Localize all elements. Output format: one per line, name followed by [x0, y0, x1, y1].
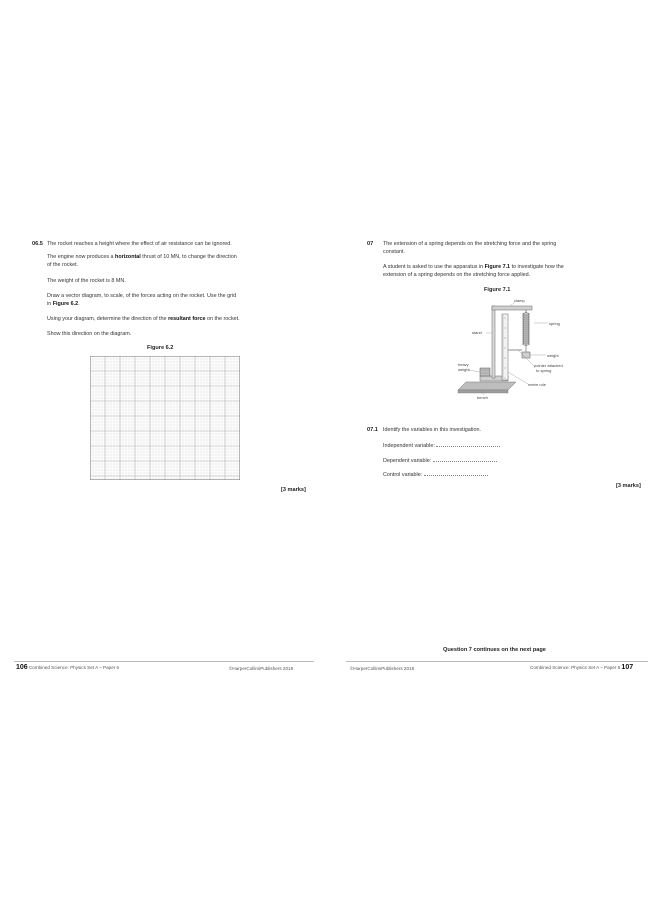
figure-title: Figure 7.1: [484, 287, 511, 293]
footer-left: [16, 664, 119, 671]
question-text-line: The weight of the rocket is 8 MN.: [47, 278, 126, 284]
label-spring: spring: [549, 321, 560, 326]
label-heavy-weight: weight: [458, 367, 470, 372]
question-text-line: of the rocket.: [47, 262, 79, 268]
footer-copyright: ©HarperCollinsPublishers 2018: [229, 666, 294, 671]
clamp: [492, 306, 532, 310]
answer-blank[interactable]: [436, 441, 500, 447]
right-page: [330, 0, 660, 904]
question-number: 07: [367, 241, 374, 247]
footer-title: Combined Science: Physics Set A – Paper 6: [530, 665, 621, 670]
question-text-line: A student is asked to use the apparatus in Figure 7.1 to investigate how the: [383, 264, 564, 270]
footer-right: [530, 664, 633, 671]
bench: [458, 382, 516, 390]
question-text-line: The extension of a spring depends on the stretching force and the spring: [383, 241, 557, 247]
answer-line-independent[interactable]: Independent variable:: [383, 441, 500, 450]
answer-blank[interactable]: [424, 470, 488, 476]
heavy-weight: [480, 368, 490, 376]
label-pointer: pointer attached: [534, 363, 563, 368]
question-text-line: extension of a spring depends on the stretching force applied.: [383, 272, 531, 278]
question-text-line: The rocket reaches a height where the effect of air resistance can be ignored.: [47, 241, 232, 247]
question-number: 06.5: [32, 241, 43, 247]
footer-copyright: ©HarperCollinsPublishers 2018: [350, 666, 415, 671]
page-number: 106: [16, 664, 28, 671]
question-text-line: constant.: [383, 249, 405, 255]
answer-line-dependent[interactable]: Dependent variable:: [383, 456, 497, 465]
question-text-line: Draw a vector diagram, to scale, of the forces acting on the rocket. Use the grid: [47, 293, 237, 299]
figure-title: Figure 6.2: [147, 345, 174, 351]
marks-label: [3 marks]: [281, 487, 306, 493]
page-number: 107: [621, 664, 634, 671]
question-text-line: Show this direction on the diagram.: [47, 331, 132, 337]
question-text-line: The engine now produces a horizontal thrust of 10 MN, to change the direction: [47, 254, 237, 260]
stand-rod: [492, 306, 495, 378]
graph-grid[interactable]: [90, 356, 240, 480]
label-clamp: clamp: [514, 298, 525, 303]
question-text-line: in Figure 6.2.: [47, 301, 80, 307]
label-bench: bench: [477, 395, 488, 400]
question-text-line: Using your diagram, determine the direction of the resultant force on the rocket.: [47, 316, 240, 322]
answer-line-control[interactable]: Control variable:: [383, 470, 488, 479]
sub-question-number: 07.1: [367, 427, 378, 433]
footer-divider: [14, 661, 314, 662]
label-stand: stand: [472, 330, 482, 335]
footer-divider: [346, 661, 648, 662]
label-weight: weight: [547, 353, 559, 358]
apparatus-diagram: [450, 298, 580, 402]
label-pointer-2: to spring: [536, 368, 552, 373]
marks-label: [3 marks]: [616, 483, 641, 489]
answer-blank[interactable]: [433, 456, 497, 462]
label-metre-rule: metre rule: [528, 382, 547, 387]
footer-title: Combined Science: Physics Set A – Paper 6: [28, 665, 120, 670]
sub-question-text: Identify the variables in this investigation.: [383, 427, 481, 433]
continues-note: Question 7 continues on the next page: [443, 647, 546, 653]
bench-front: [458, 390, 508, 393]
label-heavy: heavy: [458, 362, 469, 367]
